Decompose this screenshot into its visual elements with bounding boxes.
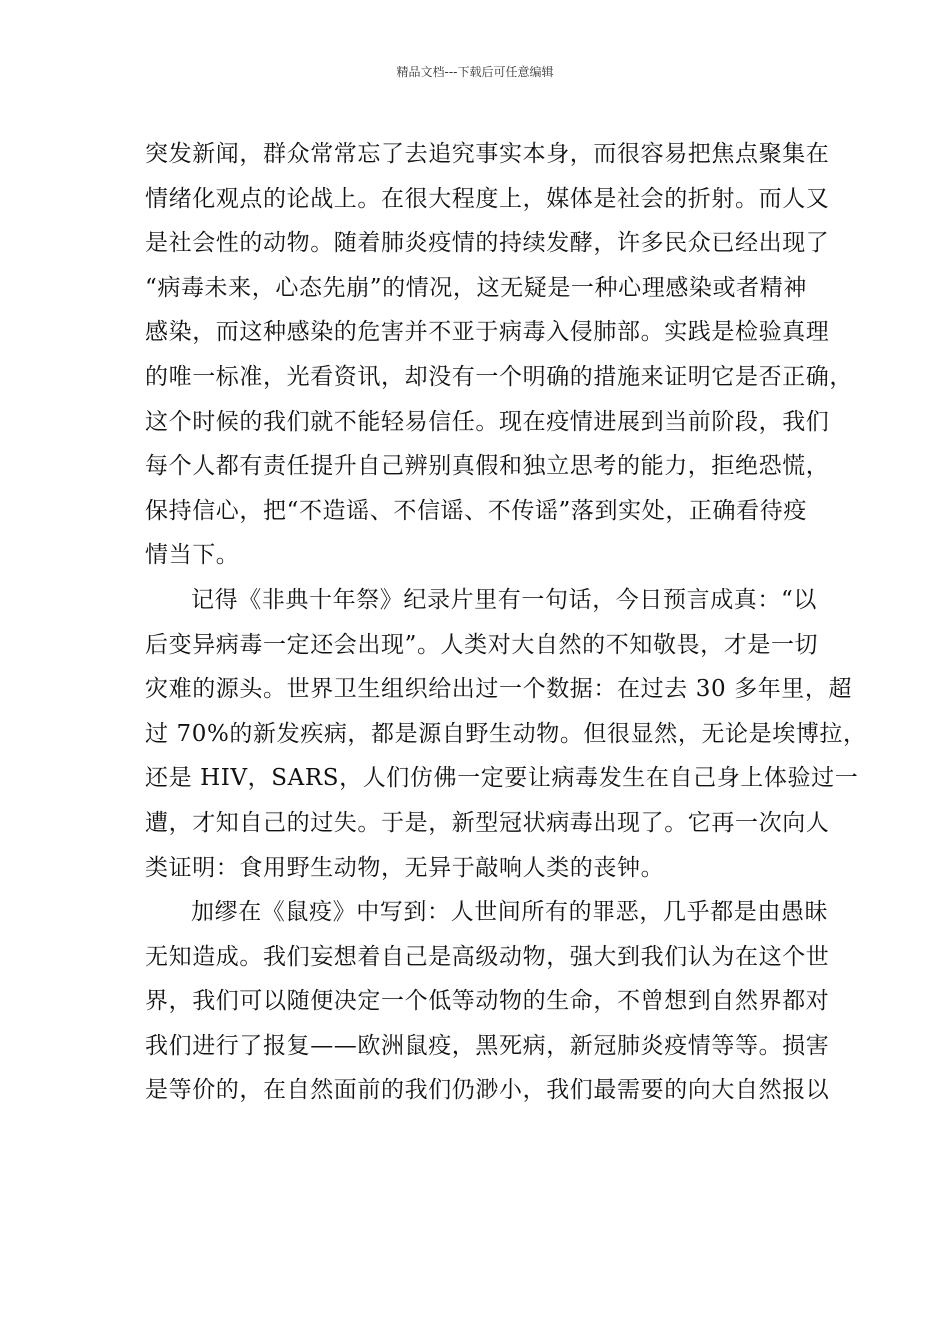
text-line: 还是 HIV，SARS，人们仿佛一定要让病毒发生在自己身上体验过一	[145, 765, 859, 792]
text-line: 感染，而这种感染的危害并不亚于病毒入侵肺部。实践是检验真理	[145, 319, 830, 346]
text-line: 界，我们可以随便决定一个低等动物的生命，不曾想到自然界都对	[145, 988, 830, 1015]
text-line: 灾难的源头。世界卫生组织给出过一个数据：在过去 30 多年里，超	[145, 676, 853, 703]
text-line: 这个时候的我们就不能轻易信任。现在疫情进展到当前阶段，我们	[145, 408, 830, 435]
text-line: 遭，才知自己的过失。于是，新型冠状病毒出现了。它再一次向人	[145, 809, 830, 836]
text-line: 类证明：食用野生动物，无异于敲响人类的丧钟。	[145, 854, 665, 881]
paragraph-start-line: 加缪在《鼠疫》中写到：人世间所有的罪恶，几乎都是由愚昧	[191, 899, 829, 926]
paragraph-start-line: 记得《非典十年祭》纪录片里有一句话，今日预言成真：“以	[191, 586, 817, 613]
text-line: 每个人都有责任提升自己辨别真假和独立思考的能力，拒绝恐慌，	[145, 453, 830, 480]
text-line: “病毒未来，心态先崩”的情况，这无疑是一种心理感染或者精神	[145, 274, 807, 301]
text-line: 是等价的，在自然面前的我们仍渺小，我们最需要的向大自然报以	[145, 1077, 830, 1104]
text-line: 后变异病毒一定还会出现”。人类对大自然的不知敬畏，才是一切	[145, 631, 819, 658]
text-line: 的唯一标准，光看资讯，却没有一个明确的措施来证明它是否正确，	[145, 363, 853, 390]
text-line: 情绪化观点的论战上。在很大程度上，媒体是社会的折射。而人又	[145, 185, 830, 212]
page-header: 精品文档---下载后可任意编辑	[396, 65, 554, 79]
text-line: 过 70%的新发疾病，都是源自野生动物。但很显然，无论是埃博拉，	[145, 720, 867, 747]
text-line: 突发新闻，群众常常忘了去追究事实本身，而很容易把焦点聚集在	[145, 141, 830, 167]
text-line: 我们进行了报复——欧洲鼠疫，黑死病，新冠肺炎疫情等等。损害	[145, 1032, 830, 1059]
body-text	[145, 132, 867, 1113]
text-line: 保持信心，把“不造谣、不信谣、不传谣”落到实处，正确看待疫	[145, 497, 807, 524]
text-line: 情当下。	[145, 542, 240, 569]
text-line: 是社会性的动物。随着肺炎疫情的持续发酵，许多民众已经出现了	[145, 230, 830, 257]
text-line: 无知造成。我们妄想着自己是高级动物，强大到我们认为在这个世	[145, 943, 830, 970]
